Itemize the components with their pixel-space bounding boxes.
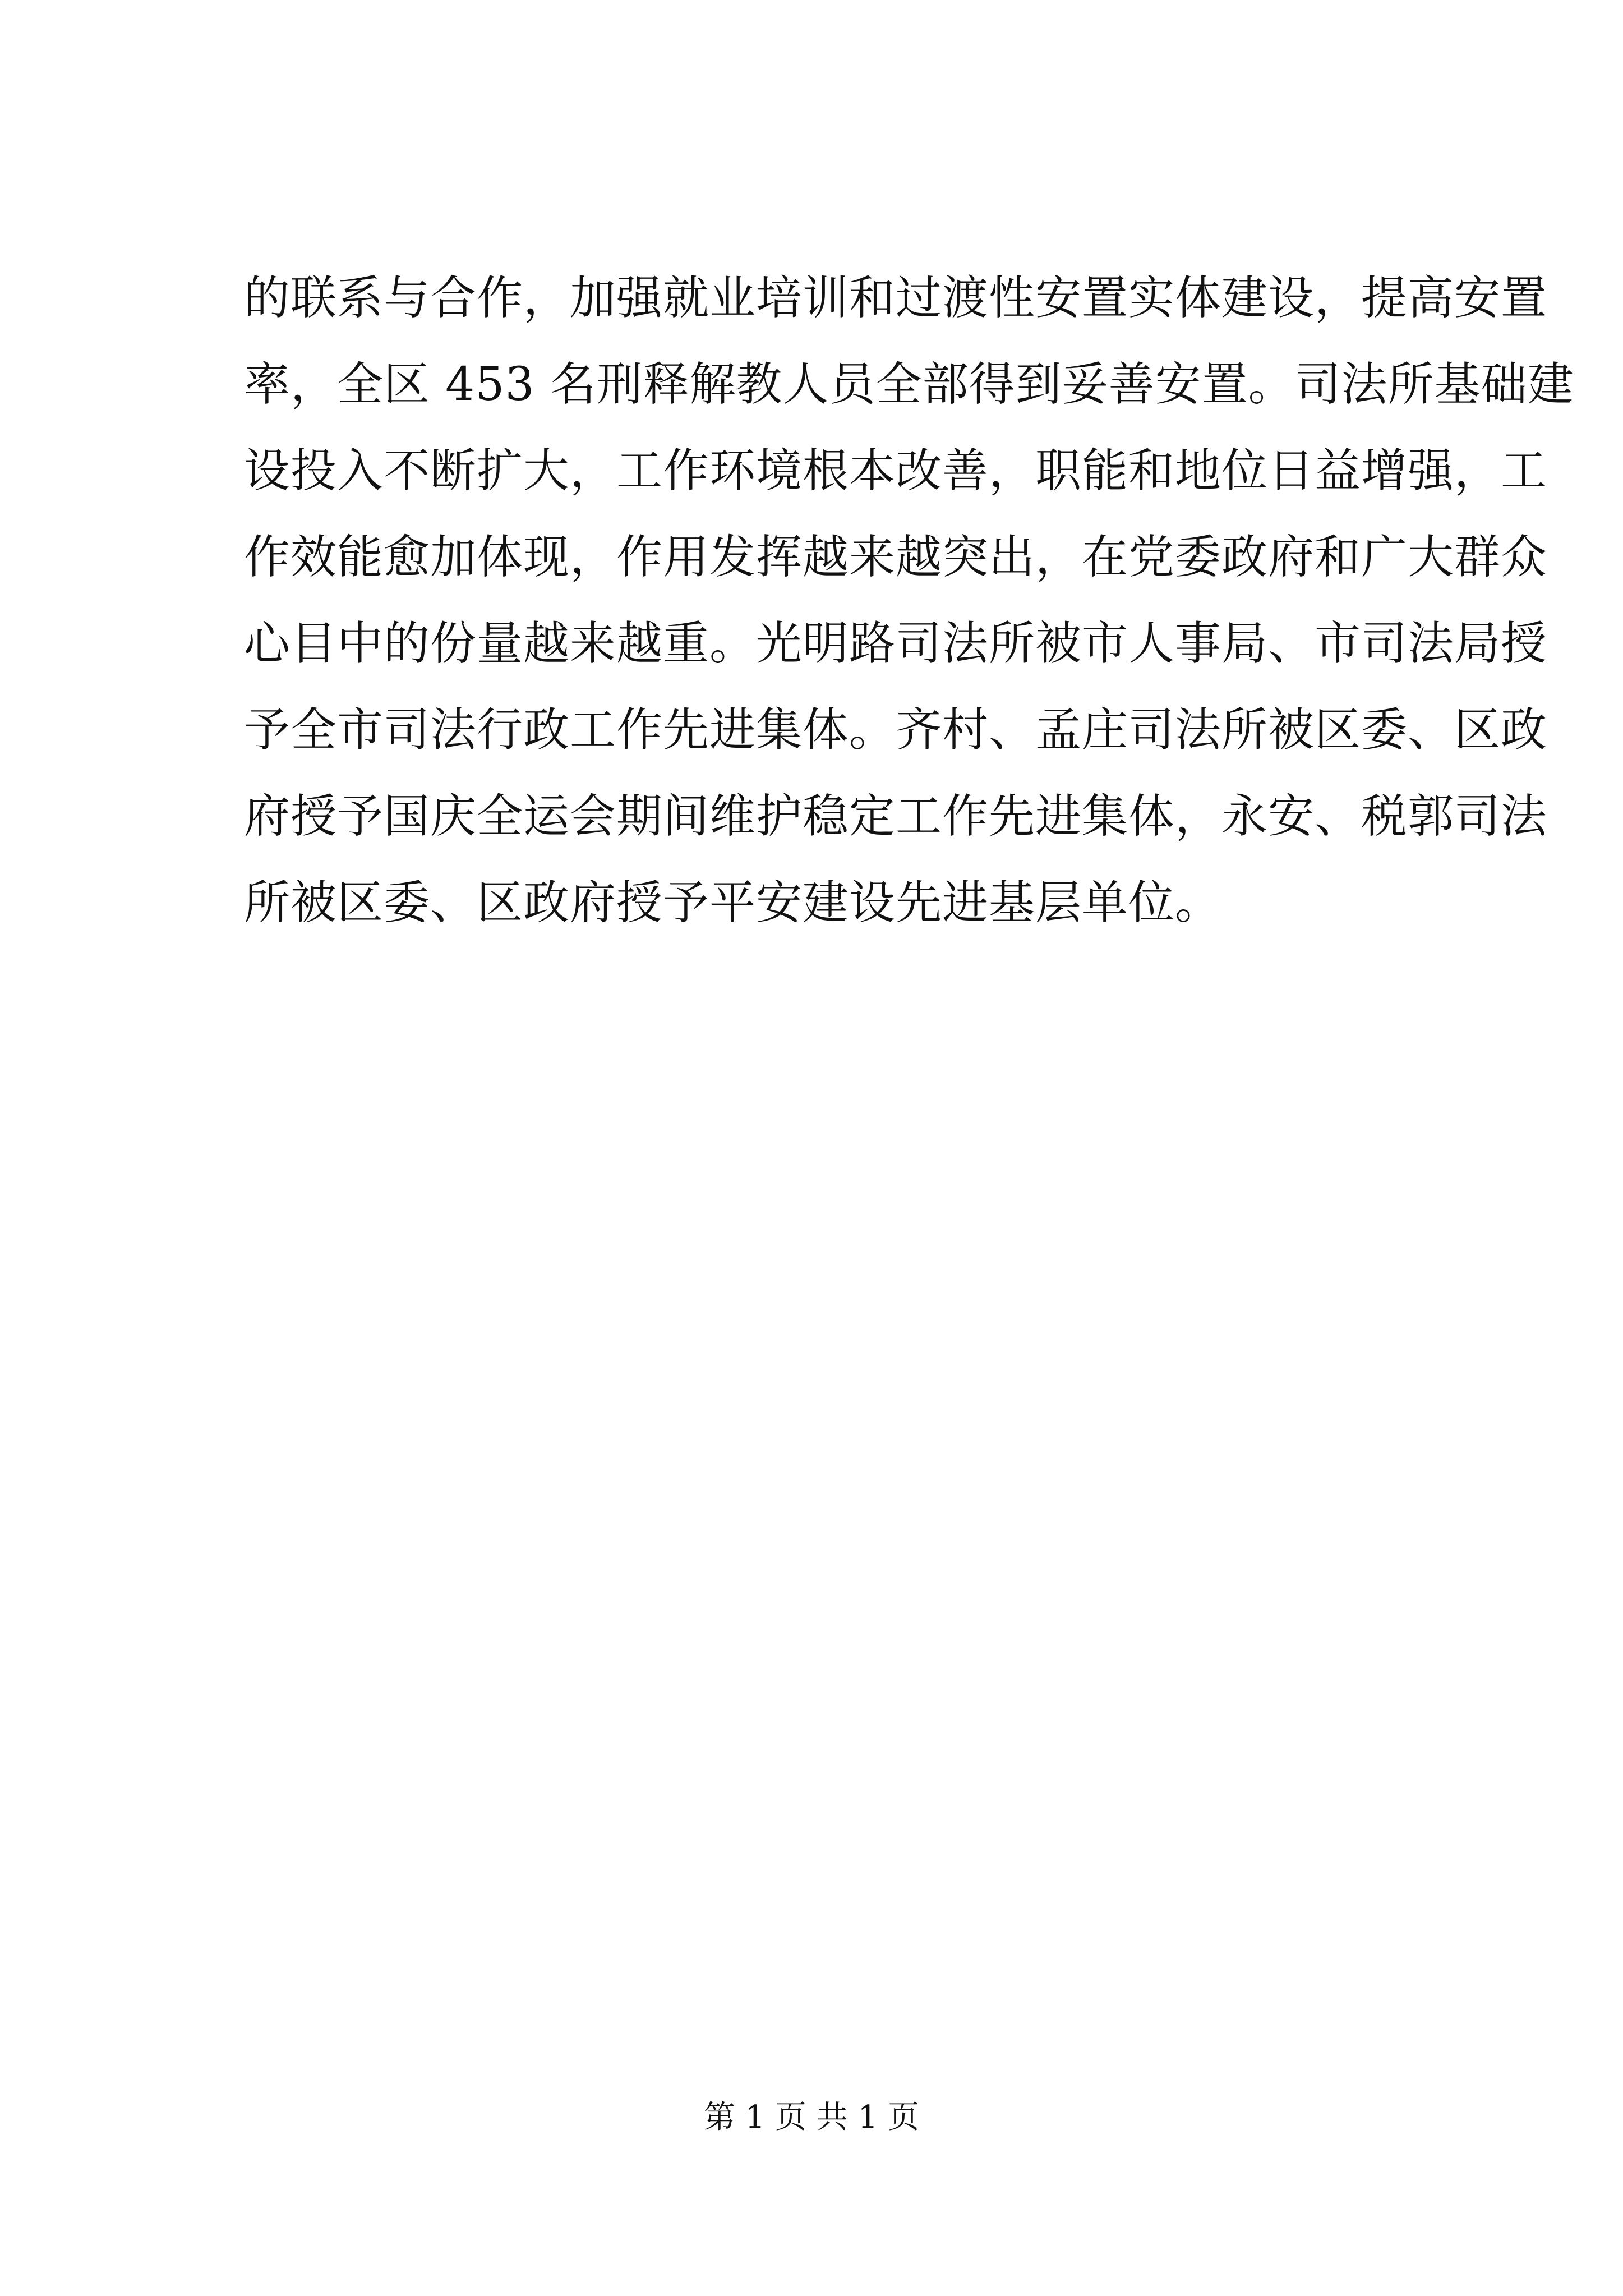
text-line: 的联系与合作，加强就业培训和过渡性安置实体建设，提高安置 — [244, 272, 1548, 325]
text-line: 率，全区 453 名刑释解教人员全部得到妥善安置。司法所基础建 — [244, 358, 1574, 411]
text-line: 设投入不断扩大，工作环境根本改善，职能和地位日益增强，工 — [244, 444, 1548, 498]
text-line: 予全市司法行政工作先进集体。齐村、孟庄司法所被区委、区政 — [244, 703, 1548, 757]
page-number-footer: 第 1 页 共 1 页 — [703, 2099, 920, 2136]
text-line: 心目中的份量越来越重。光明路司法所被市人事局、市司法局授 — [244, 617, 1548, 670]
body-paragraph — [244, 255, 1574, 946]
text-line: 所被区委、区政府授予平安建设先进基层单位。 — [244, 876, 1222, 930]
text-line: 府授予国庆全运会期间维护稳定工作先进集体，永安、税郭司法 — [244, 790, 1548, 843]
text-line: 作效能愈加体现，作用发挥越来越突出，在党委政府和广大群众 — [244, 531, 1548, 584]
